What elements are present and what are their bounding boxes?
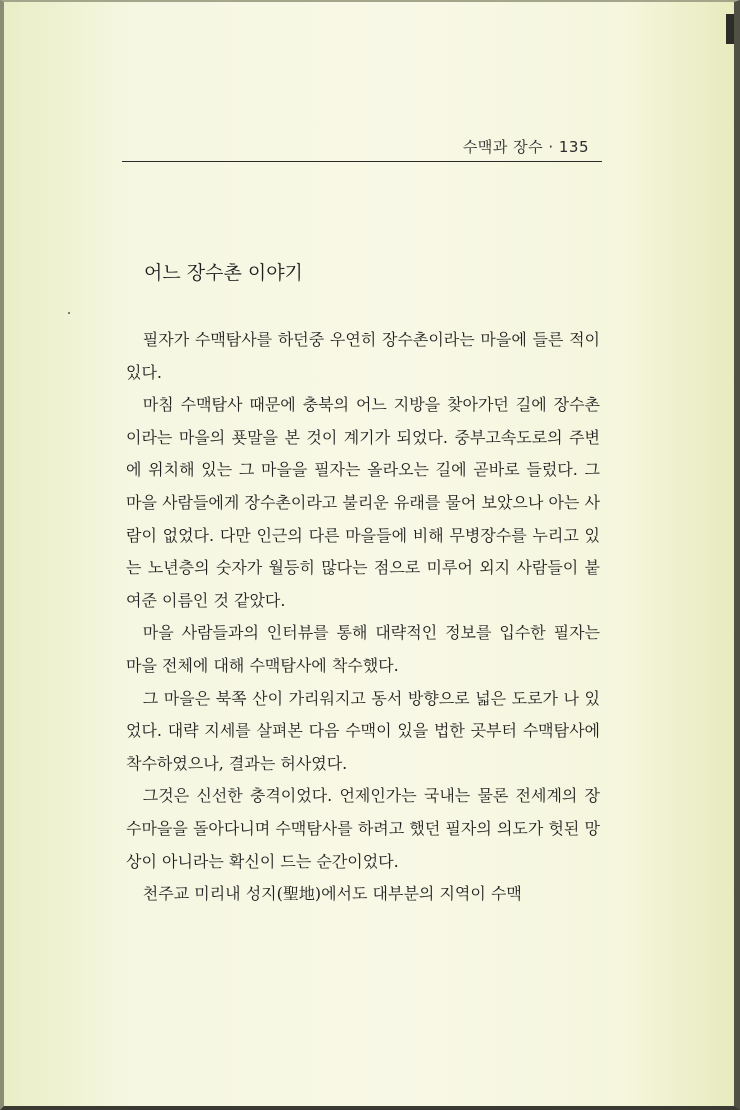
running-head: 수맥과 장수 · 135 — [462, 138, 589, 156]
paragraph: 마침 수맥탐사 때문에 충북의 어느 지방을 찾아가던 길에 장수촌이라는 마을의 푯말을 본 것이 계기가 되었다. 중부고속도로의 주변에 위치해 있는 그 마을을 필자는 올라오는 길에 곧바로 들렀다. 그 마을 사람들에게 장수촌이라고 불리운 유래를 물어 보았으나 아는 사람이 없었다. 다만 인근의 다른 마을들에 비해 무병장수를 누리고 있는 노년층의 숫자가 월등히 많다는 점으로 미루어 외지 사람들이 붙여준 이름인 것 같았다. — [126, 395, 600, 610]
paragraph: 그것은 신선한 충격이었다. 언제인가는 국내는 물론 전세계의 장수마을을 돌아다니며 수맥탐사를 하려고 했던 필자의 의도가 헛된 망상이 아니라는 확신이 드는 순간이었다. — [126, 786, 600, 871]
paragraph: 마을 사람들과의 인터뷰를 통해 대략적인 정보를 입수한 필자는 마을 전체에 대해 수맥탐사에 착수했다. — [126, 623, 600, 675]
paragraph: 그 마을은 북쪽 산이 가리워지고 동서 방향으로 넓은 도로가 나 있었다. 대략 지세를 살펴본 다음 수맥이 있을 법한 곳부터 수맥탐사에 착수하였으나, 결과는 허사였다. — [126, 688, 600, 773]
scan-edge-mark — [726, 14, 736, 44]
header-rule — [122, 161, 602, 162]
paragraph: 필자가 수맥탐사를 하던중 우연히 장수촌이라는 마을에 들른 적이 있다. — [126, 330, 600, 382]
margin-speck — [68, 312, 70, 314]
body-text — [126, 324, 600, 911]
section-title: 어느 장수촌 이야기 — [144, 262, 303, 284]
paragraph: 천주교 미리내 성지(聖地)에서도 대부분의 지역이 수맥 — [142, 884, 522, 904]
